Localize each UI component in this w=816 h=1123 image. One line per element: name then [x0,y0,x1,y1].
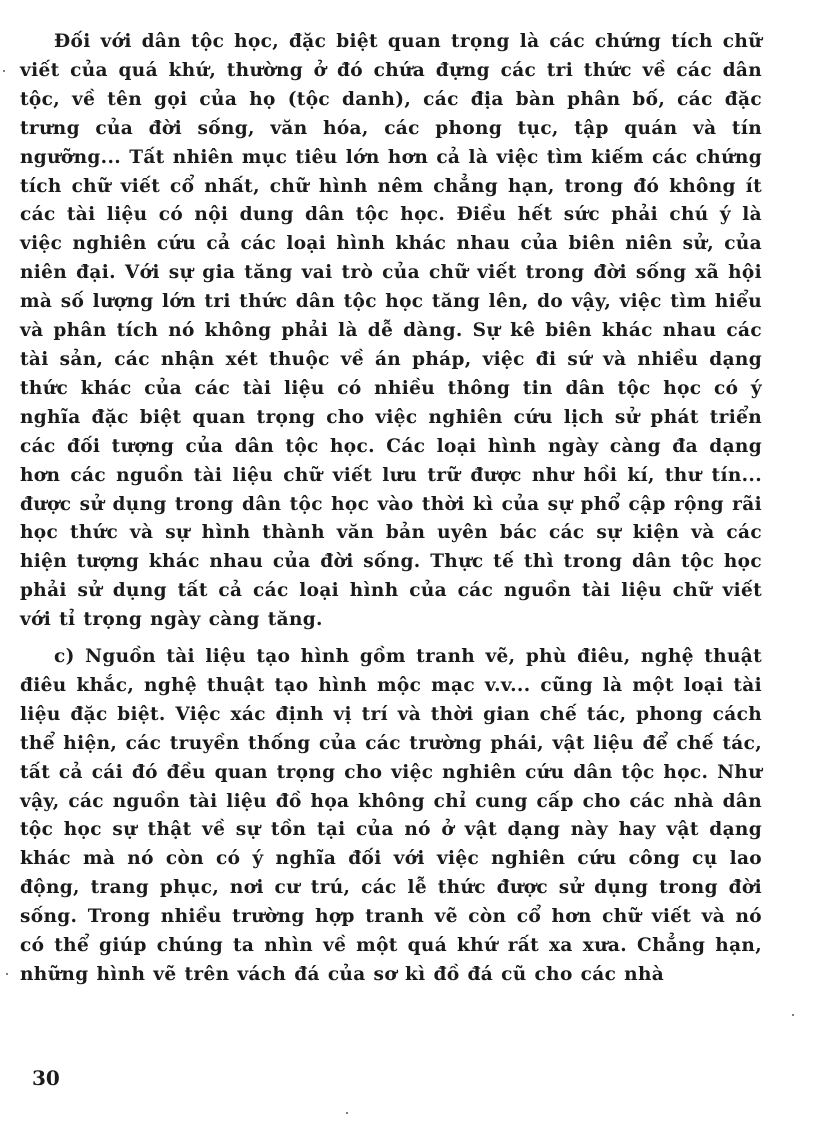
paragraph-visual-sources: c) Nguồn tài liệu tạo hình gồm tranh vẽ, phù điêu, nghệ thuật điêu khắc, nghệ thuật tạo hình mộc mạc v.v... cũng là một loại tài liệu đặc biệt. Việc xác định vị trí và thời gian chế tác, phong cách thể hiện, các truyền thống của các trường phái, vật liệu để chế tác, tất cả cái đó đều quan trọng cho việc nghiên cứu dân tộc học. Như vậy, các nguồn tài liệu đồ họa không chỉ cung cấp cho các nhà dân tộc học sự thật về sự tồn tại của nó ở vật dạng này hay vật dạng khác mà nó còn có ý nghĩa đối với việc nghiên cứu công cụ lao động, trang phục, nơi cư trú, các lễ thức được sử dụng trong đời sống. Trong nhiều trường hợp tranh vẽ còn cổ hơn chữ viết và nó có thể giúp chúng ta nhìn về một quá khứ rất xa xưa. Chẳng hạn, những hình vẽ trên vách đá của sơ kì đồ đá cũ cho các nhà [20,646,762,985]
page-number: 30 [32,1066,60,1090]
paragraph-written-sources: Đối với dân tộc học, đặc biệt quan trọng là các chứng tích chữ viết của quá khứ, thường ở đó chứa đựng các tri thức về các dân tộc, về tên gọi của họ (tộc danh), các địa bàn phân bố, các đặc trưng của đời sống, văn hóa, các phong tục, tập quán và tín ngưỡng... Tất nhiên mục tiêu lớn hơn cả là việc tìm kiếm các chứng tích chữ viết cổ nhất, chữ hình nêm chẳng hạn, trong đó không ít các tài liệu có nội dung dân tộc học. Điều hết sức phải chú ý là việc nghiên cứu cả các loại hình khác nhau của biên niên sử, của niên đại. Với sự gia tăng vai trò của chữ viết trong đời sống xã hội mà số lượng lớn tri thức dân tộc học tăng lên, do vậy, việc tìm hiểu và phân tích nó không phải là dễ dàng. Sự kê biên khác nhau các tài sản, các nhận xét thuộc về án pháp, việc đi sứ và nhiều dạng thức khác của các tài liệu có nhiều thông tin dân tộc học có ý nghĩa đặc biệt quan trọng cho việc nghiên cứu lịch sử phát triển các đối tượng của dân tộc học. Các loại hình ngày càng đa dạng hơn các nguồn tài liệu chữ viết lưu trữ được như hồi kí, thư tín... được sử dụng trong dân tộc học vào thời kì của sự phổ cập rộng rãi học thức và sự hình thành văn bản uyên bác các sự kiện và các hiện tượng khác nhau của đời sống. Thực tế thì trong dân tộc học phải sử dụng tất cả các loại hình của các nguồn tài liệu chữ viết với tỉ trọng ngày càng tăng. [20,31,762,631]
body-text [20,28,762,990]
scan-speck [3,70,5,72]
scan-speck [6,973,8,975]
scan-speck [792,1014,794,1016]
scan-speck [346,1112,348,1114]
